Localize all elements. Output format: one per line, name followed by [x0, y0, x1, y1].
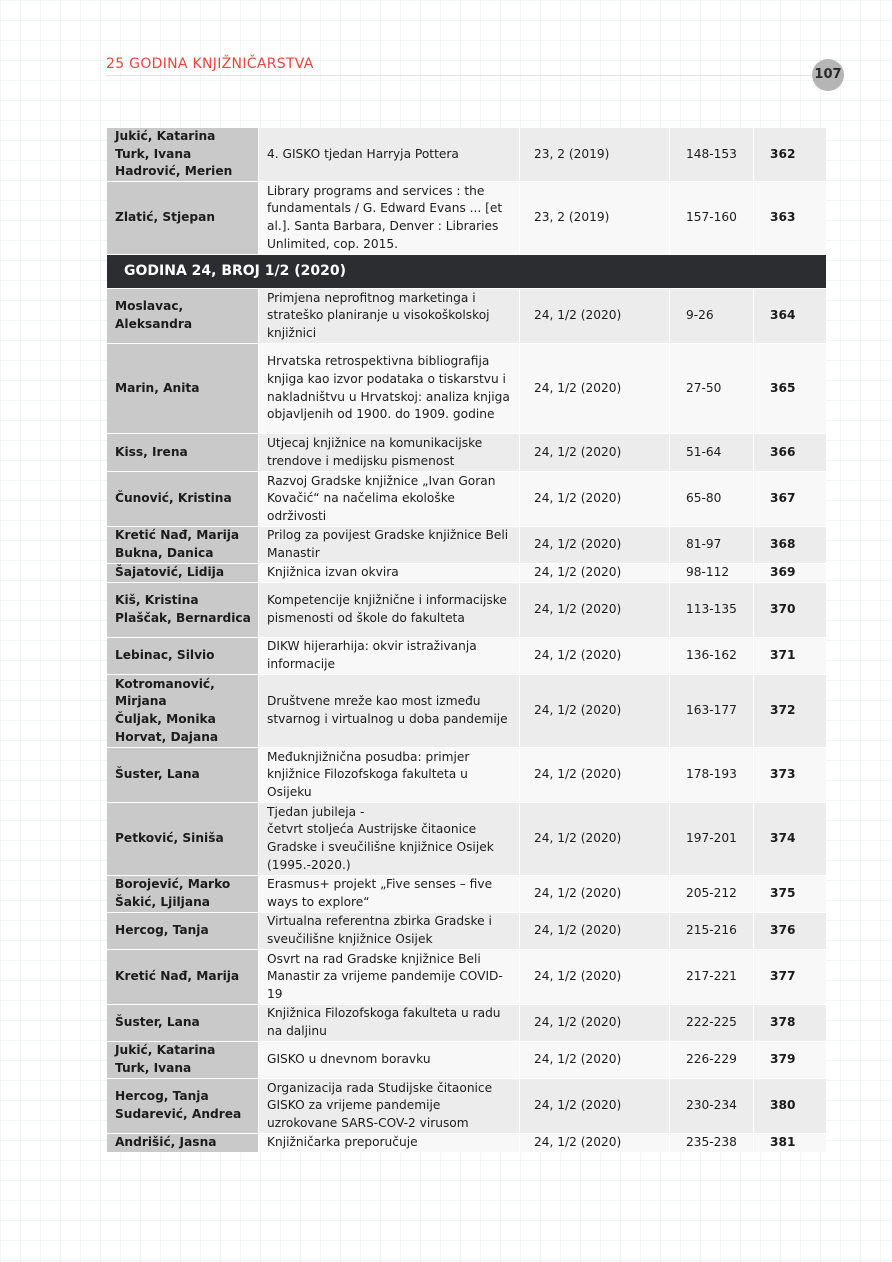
title-cell: [258, 344, 520, 433]
entry-number-cell: [754, 675, 826, 747]
pages-cell-text: 235-238: [686, 1135, 737, 1150]
author-cell-text: Zlatić, Stjepan: [115, 210, 216, 225]
author-cell-text: Hercog, Tanja: [115, 923, 209, 938]
title-cell: [258, 289, 520, 343]
author-cell-text: Jukić, Katarina Turk, Ivana: [115, 1043, 216, 1075]
entry-number-cell-text: 362: [770, 146, 796, 161]
entry-number-cell-text: 367: [770, 491, 796, 506]
author-cell: [107, 344, 258, 433]
title-cell-text: Knjižnica izvan okvira: [267, 565, 399, 580]
table-row: [107, 675, 826, 748]
title-cell: [258, 434, 520, 471]
author-cell: [107, 950, 258, 1004]
table-row: [107, 803, 826, 876]
issue-cell: [520, 1134, 670, 1152]
table-row: [107, 1042, 826, 1079]
author-cell: [107, 803, 258, 875]
title-cell: [258, 950, 520, 1004]
title-cell-text: Erasmus+ projekt „Five senses – five ways to explore“: [267, 877, 493, 909]
issue-cell: [520, 472, 670, 526]
author-cell-text: Kiš, Kristina Plaščak, Bernardica: [115, 593, 251, 625]
pages-cell: [670, 638, 754, 674]
running-header-title: 25 GODINA KNJIŽNIČARSTVA: [106, 56, 314, 72]
issue-cell: [520, 803, 670, 875]
issue-cell-text: 23, 2 (2019): [534, 146, 610, 161]
title-cell: [258, 748, 520, 802]
title-cell: [258, 583, 520, 637]
author-cell-text: Marin, Anita: [115, 380, 200, 395]
author-cell-text: Petković, Siniša: [115, 831, 224, 846]
pages-cell: [670, 950, 754, 1004]
pages-cell: [670, 182, 754, 254]
title-cell: [258, 1042, 520, 1078]
page-number-badge: 107: [812, 59, 844, 91]
pages-cell-text: 113-135: [686, 602, 737, 617]
author-cell-text: Jukić, Katarina Turk, Ivana Hadrović, Merien: [115, 129, 233, 179]
issue-cell-text: 24, 1/2 (2020): [534, 923, 622, 938]
issue-cell: [520, 289, 670, 343]
author-cell-text: Kretić Nađ, Marija: [115, 969, 240, 984]
table-row: [107, 564, 826, 583]
rows-2020-group: [107, 289, 826, 1153]
pages-cell-text: 81-97: [686, 537, 722, 552]
table-row: [107, 1079, 826, 1134]
author-cell: [107, 434, 258, 471]
entry-number-cell: [754, 564, 826, 582]
author-cell-text: Kotromanović, Mirjana Čuljak, Monika Horvat, Dajana: [115, 676, 219, 744]
entry-number-cell: [754, 1042, 826, 1078]
pages-cell: [670, 344, 754, 433]
title-cell-text: Library programs and services : the fundamentals / G. Edward Evans ... [et al.]. Santa Barbara, Denver : Libraries Unlimited, cop. 2015.: [267, 183, 503, 251]
author-cell-text: Hercog, Tanja Sudarević, Andrea: [115, 1089, 242, 1121]
issue-cell: [520, 583, 670, 637]
issue-cell-text: 24, 1/2 (2020): [534, 1052, 622, 1067]
table-row: [107, 638, 826, 675]
entry-number-cell: [754, 803, 826, 875]
title-cell: [258, 1005, 520, 1041]
pages-cell: [670, 1005, 754, 1041]
pages-cell: [670, 564, 754, 582]
table-row: [107, 527, 826, 564]
title-cell: [258, 803, 520, 875]
issue-cell-text: 24, 1/2 (2020): [534, 537, 622, 552]
entry-number-cell-text: 373: [770, 767, 796, 782]
issue-cell: [520, 876, 670, 912]
entry-number-cell: [754, 128, 826, 181]
pages-cell-text: 205-212: [686, 886, 737, 901]
entry-number-cell-text: 379: [770, 1052, 796, 1067]
entry-number-cell-text: 372: [770, 703, 796, 718]
pages-cell: [670, 527, 754, 563]
pages-cell: [670, 748, 754, 802]
issue-cell: [520, 564, 670, 582]
table-row: [107, 289, 826, 344]
section-heading-label: GODINA 24, BROJ 1/2 (2020): [124, 262, 346, 279]
author-cell-text: Moslavac, Aleksandra: [115, 299, 193, 331]
pages-cell: [670, 876, 754, 912]
title-cell-text: Tjedan jubileja - četvrt stoljeća Austrijske čitaonice Gradske i sveučilišne knjižnice Osijek (1995.-2020.): [267, 804, 494, 872]
author-cell: [107, 675, 258, 747]
author-cell-text: Borojević, Marko Šakić, Ljiljana: [115, 877, 231, 909]
issue-cell: [520, 913, 670, 949]
pages-cell-text: 222-225: [686, 1015, 737, 1030]
pages-cell-text: 197-201: [686, 831, 737, 846]
issue-cell: [520, 527, 670, 563]
pages-cell: [670, 803, 754, 875]
title-cell-text: DIKW hijerarhija: okvir istraživanja informacije: [267, 639, 477, 671]
issue-cell: [520, 1042, 670, 1078]
title-cell: [258, 564, 520, 582]
entry-number-cell: [754, 913, 826, 949]
pages-cell-text: 65-80: [686, 491, 722, 506]
title-cell: [258, 876, 520, 912]
issue-cell-text: 23, 2 (2019): [534, 210, 610, 225]
pages-cell-text: 163-177: [686, 703, 737, 718]
entry-number-cell-text: 375: [770, 886, 796, 901]
author-cell: [107, 1134, 258, 1152]
entry-number-cell: [754, 583, 826, 637]
author-cell: [107, 876, 258, 912]
issue-cell-text: 24, 1/2 (2020): [534, 444, 622, 459]
issue-cell-text: 24, 1/2 (2020): [534, 648, 622, 663]
entry-number-cell-text: 370: [770, 602, 796, 617]
title-cell-text: Osvrt na rad Gradske knjižnice Beli Manastir za vrijeme pandemije COVID-19: [267, 951, 503, 1001]
pages-cell: [670, 675, 754, 747]
entry-number-cell-text: 371: [770, 648, 796, 663]
title-cell-text: Organizacija rada Studijske čitaonice GISKO za vrijeme pandemije uzrokovane SARS-COV-2 virusom: [267, 1080, 493, 1130]
issue-cell-text: 24, 1/2 (2020): [534, 491, 622, 506]
entry-number-cell-text: 365: [770, 380, 796, 395]
entry-number-cell-text: 368: [770, 537, 796, 552]
title-cell: [258, 472, 520, 526]
author-cell: [107, 527, 258, 563]
title-cell: [258, 1134, 520, 1152]
pages-cell: [670, 913, 754, 949]
pages-cell-text: 226-229: [686, 1052, 737, 1067]
issue-cell-text: 24, 1/2 (2020): [534, 767, 622, 782]
issue-cell: [520, 1005, 670, 1041]
issue-cell-text: 24, 1/2 (2020): [534, 1015, 622, 1030]
title-cell-text: Primjena neprofitnog marketinga i strateško planiranje u visokoškolskoj knjižnici: [267, 290, 490, 340]
issue-cell-text: 24, 1/2 (2020): [534, 886, 622, 901]
title-cell-text: Međuknjižnična posudba: primjer knjižnice Filozofskoga fakulteta u Osijeku: [267, 749, 470, 799]
entry-number-cell-text: 366: [770, 444, 796, 459]
author-cell: [107, 1079, 258, 1133]
table-row: [107, 876, 826, 913]
issue-cell-text: 24, 1/2 (2020): [534, 831, 622, 846]
author-cell-text: Šuster, Lana: [115, 1015, 200, 1030]
issue-cell-text: 24, 1/2 (2020): [534, 1098, 622, 1113]
issue-cell: [520, 182, 670, 254]
table-row: [107, 748, 826, 803]
pages-cell: [670, 472, 754, 526]
title-cell-text: Virtualna referentna zbirka Gradske i sveučilišne knjižnice Osijek: [267, 914, 492, 946]
pages-cell: [670, 289, 754, 343]
table-row: [107, 434, 826, 472]
pages-cell: [670, 1134, 754, 1152]
entry-number-cell: [754, 1005, 826, 1041]
issue-cell: [520, 128, 670, 181]
author-cell: [107, 472, 258, 526]
bibliography-table: [107, 128, 826, 1153]
entry-number-cell-text: 376: [770, 923, 796, 938]
rows-2019-group: [107, 128, 826, 255]
entry-number-cell: [754, 876, 826, 912]
entry-number-cell: [754, 289, 826, 343]
title-cell-text: Knjižnica Filozofskoga fakulteta u radu na daljinu: [267, 1006, 501, 1038]
title-cell: [258, 527, 520, 563]
pages-cell-text: 217-221: [686, 969, 737, 984]
issue-cell-text: 24, 1/2 (2020): [534, 565, 622, 580]
pages-cell: [670, 128, 754, 181]
entry-number-cell-text: 381: [770, 1135, 796, 1150]
title-cell: [258, 1079, 520, 1133]
entry-number-cell-text: 374: [770, 831, 796, 846]
pages-cell-text: 157-160: [686, 210, 737, 225]
pages-cell-text: 27-50: [686, 380, 722, 395]
pages-cell-text: 215-216: [686, 923, 737, 938]
entry-number-cell-text: 377: [770, 969, 796, 984]
author-cell: [107, 128, 258, 181]
issue-cell-text: 24, 1/2 (2020): [534, 1135, 622, 1150]
entry-number-cell-text: 364: [770, 308, 796, 323]
title-cell: [258, 675, 520, 747]
issue-cell: [520, 675, 670, 747]
author-cell: [107, 564, 258, 582]
pages-cell: [670, 1042, 754, 1078]
title-cell-text: GISKO u dnevnom boravku: [267, 1052, 431, 1067]
issue-cell-text: 24, 1/2 (2020): [534, 969, 622, 984]
pages-cell-text: 9-26: [686, 308, 714, 323]
entry-number-cell-text: 380: [770, 1098, 796, 1113]
title-cell-text: 4. GISKO tjedan Harryja Pottera: [267, 146, 459, 161]
issue-cell: [520, 950, 670, 1004]
pages-cell-text: 230-234: [686, 1098, 737, 1113]
pages-cell-text: 148-153: [686, 146, 737, 161]
pages-cell: [670, 1079, 754, 1133]
author-cell-text: Šajatović, Lidija: [115, 565, 225, 580]
table-row: [107, 344, 826, 434]
issue-cell-text: 24, 1/2 (2020): [534, 703, 622, 718]
title-cell-text: Društvene mreže kao most između stvarnog i virtualnog u doba pandemije: [267, 694, 508, 726]
entry-number-cell-text: 378: [770, 1015, 796, 1030]
author-cell-text: Čunović, Kristina: [115, 491, 232, 506]
table-row: [107, 913, 826, 950]
entry-number-cell: [754, 434, 826, 471]
title-cell-text: Kompetencije knjižnične i informacijske pismenosti od škole do fakulteta: [267, 593, 507, 625]
entry-number-cell: [754, 344, 826, 433]
author-cell-text: Kretić Nađ, Marija Bukna, Danica: [115, 528, 240, 560]
entry-number-cell: [754, 748, 826, 802]
author-cell-text: Kiss, Irena: [115, 444, 188, 459]
issue-cell-text: 24, 1/2 (2020): [534, 380, 622, 395]
title-cell: [258, 913, 520, 949]
author-cell: [107, 583, 258, 637]
table-row: [107, 1134, 826, 1153]
title-cell: [258, 182, 520, 254]
table-row: [107, 128, 826, 182]
entry-number-cell: [754, 638, 826, 674]
entry-number-cell-text: 369: [770, 565, 796, 580]
title-cell-text: Knjižničarka preporučuje: [267, 1135, 418, 1150]
title-cell-text: Hrvatska retrospektivna bibliografija knjiga kao izvor podataka o tiskarstvu i nakladništvu u Hrvatskoj: analiza knjiga objavljenih od 1900. do 1909. godine: [267, 354, 510, 422]
author-cell: [107, 748, 258, 802]
entry-number-cell: [754, 1134, 826, 1152]
issue-cell: [520, 344, 670, 433]
title-cell-text: Razvoj Gradske knjižnice „Ivan Goran Kovačić“ na načelima ekološke održivosti: [267, 473, 496, 523]
issue-cell: [520, 1079, 670, 1133]
title-cell: [258, 128, 520, 181]
issue-cell: [520, 434, 670, 471]
entry-number-cell: [754, 182, 826, 254]
title-cell: [258, 638, 520, 674]
header-divider: [106, 75, 811, 76]
issue-cell: [520, 748, 670, 802]
issue-cell-text: 24, 1/2 (2020): [534, 602, 622, 617]
pages-cell-text: 178-193: [686, 767, 737, 782]
author-cell: [107, 289, 258, 343]
author-cell-text: Andrišić, Jasna: [115, 1135, 217, 1150]
author-cell-text: Lebinac, Silvio: [115, 648, 215, 663]
pages-cell: [670, 434, 754, 471]
entry-number-cell: [754, 472, 826, 526]
author-cell: [107, 1005, 258, 1041]
table-row: [107, 1005, 826, 1042]
pages-cell-text: 136-162: [686, 648, 737, 663]
issue-cell: [520, 638, 670, 674]
table-row: [107, 583, 826, 638]
author-cell: [107, 638, 258, 674]
table-row: [107, 472, 826, 527]
author-cell: [107, 182, 258, 254]
title-cell-text: Prilog za povijest Gradske knjižnice Beli Manastir: [267, 528, 509, 560]
table-row: [107, 950, 826, 1005]
entry-number-cell: [754, 1079, 826, 1133]
entry-number-cell: [754, 527, 826, 563]
title-cell-text: Utjecaj knjižnice na komunikacijske trendove i medijsku pismenost: [267, 435, 483, 468]
entry-number-cell: [754, 950, 826, 1004]
entry-number-cell-text: 363: [770, 210, 796, 225]
author-cell: [107, 913, 258, 949]
section-heading-row: [107, 255, 826, 289]
pages-cell-text: 98-112: [686, 565, 730, 580]
pages-cell: [670, 583, 754, 637]
table-row: [107, 182, 826, 255]
pages-cell-text: 51-64: [686, 444, 722, 459]
author-cell: [107, 1042, 258, 1078]
author-cell-text: Šuster, Lana: [115, 767, 200, 782]
issue-cell-text: 24, 1/2 (2020): [534, 308, 622, 323]
